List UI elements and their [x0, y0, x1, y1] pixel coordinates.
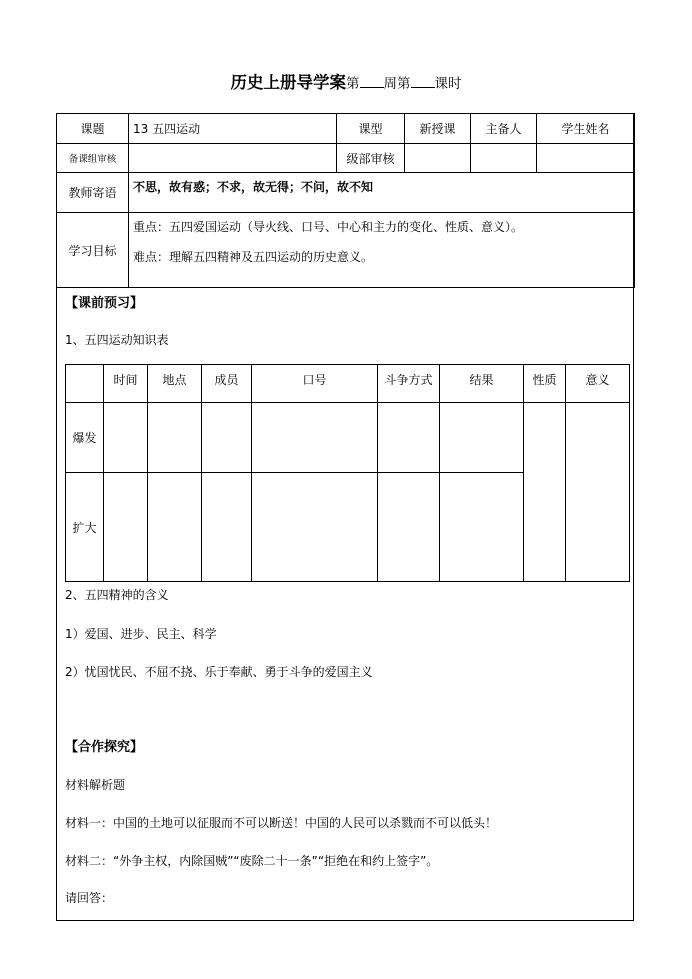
col-header-nature: 性质	[524, 365, 566, 403]
goal-key-point: 重点：五四爱国运动（导火线、口号、中心和主力的变化、性质、意义）。	[133, 220, 524, 234]
period-blank	[411, 76, 435, 88]
preview-item-2: 2、五四精神的含义	[65, 588, 169, 602]
type-label: 课型	[337, 114, 405, 144]
table-cell[interactable]	[440, 473, 524, 582]
table-cell[interactable]	[252, 403, 378, 473]
nature-cell[interactable]	[524, 403, 566, 582]
col-header-members: 成员	[202, 365, 252, 403]
topic-label: 课题	[57, 114, 129, 144]
preview-item-1: 1、五四运动知识表	[65, 333, 169, 347]
goal-difficult-point: 难点：理解五四精神及五四运动的历史意义。	[133, 250, 374, 264]
title-part3: 课时	[434, 76, 462, 92]
table-cell[interactable]	[104, 403, 148, 473]
worksheet-frame	[56, 113, 634, 921]
empty-cell[interactable]	[471, 144, 537, 173]
material-1: 材料一：中国的土地可以征服而不可以断送！中国的人民可以杀戮而不可以低头！	[65, 816, 498, 830]
type-value: 新授课	[405, 114, 471, 144]
table-cell[interactable]	[202, 473, 252, 582]
teacher-message-label: 教师寄语	[57, 173, 129, 213]
table-cell[interactable]	[202, 403, 252, 473]
learning-goals	[129, 213, 635, 288]
grade-review-label: 级部审核	[337, 144, 405, 173]
table-corner	[66, 365, 104, 403]
group-review-label: 备课组审核	[57, 144, 129, 173]
knowledge-table	[65, 364, 630, 582]
group-review-field[interactable]	[129, 144, 337, 173]
cooperation-heading: 【合作探究】	[65, 740, 144, 755]
header-table	[56, 113, 635, 288]
table-cell[interactable]	[252, 473, 378, 582]
table-cell[interactable]	[148, 403, 202, 473]
teacher-message: 不思，故有惑；不求，故无得；不问，故不知	[129, 173, 635, 213]
col-header-slogan: 口号	[252, 365, 378, 403]
col-header-place: 地点	[148, 365, 202, 403]
col-header-time: 时间	[104, 365, 148, 403]
page-title	[0, 69, 692, 93]
grade-review-field[interactable]	[405, 144, 471, 173]
row-label-outbreak: 爆发	[66, 403, 104, 473]
significance-cell[interactable]	[566, 403, 630, 582]
material-2: 材料二：“外争主权，内除国贼”“废除二十一条”“拒绝在和约上签字”。	[65, 854, 439, 868]
week-blank	[360, 76, 384, 88]
learning-goals-label: 学习目标	[57, 213, 129, 288]
title-main: 历史上册导学案	[230, 73, 346, 92]
row-label-expansion: 扩大	[66, 473, 104, 582]
student-name-field[interactable]	[537, 144, 635, 173]
analysis-subheading: 材料解析题	[65, 778, 126, 792]
topic-value: 13 五四运动	[129, 114, 337, 144]
table-cell[interactable]	[378, 403, 440, 473]
preparer-label: 主备人	[471, 114, 537, 144]
table-cell[interactable]	[148, 473, 202, 582]
question-prompt: 请回答：	[65, 891, 114, 905]
preview-heading: 【课前预习】	[65, 296, 144, 311]
title-part1: 第	[346, 76, 360, 92]
col-header-significance: 意义	[566, 365, 630, 403]
col-header-method: 斗争方式	[378, 365, 440, 403]
table-cell[interactable]	[440, 403, 524, 473]
table-cell[interactable]	[378, 473, 440, 582]
spirit-point-2: 2）忧国忧民、不屈不挠、乐于奉献、勇于斗争的爱国主义	[65, 665, 373, 679]
table-cell[interactable]	[104, 473, 148, 582]
student-name-label: 学生姓名	[537, 114, 635, 144]
spirit-point-1: 1）爱国、进步、民主、科学	[65, 627, 217, 641]
title-part2: 周第	[383, 76, 411, 92]
col-header-result: 结果	[440, 365, 524, 403]
